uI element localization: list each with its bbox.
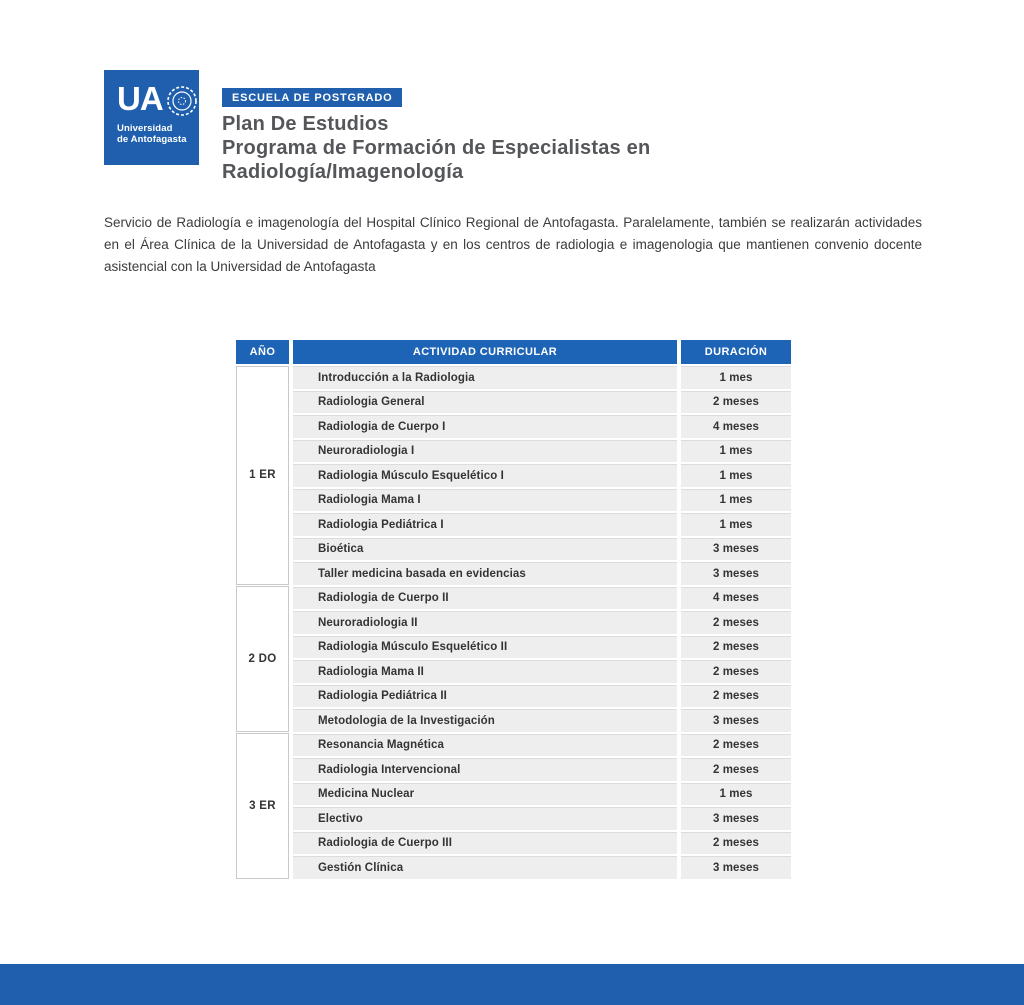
column-header-activity: ACTIVIDAD CURRICULAR xyxy=(293,340,677,364)
activity-cell: Radiologia General xyxy=(293,391,677,414)
activity-cell: Electivo xyxy=(293,807,677,830)
activity-cell: Neuroradiologia I xyxy=(293,440,677,463)
duration-cell: 1 mes xyxy=(681,464,791,487)
duration-cell: 3 meses xyxy=(681,562,791,585)
duration-cell: 3 meses xyxy=(681,538,791,561)
duration-cell: 3 meses xyxy=(681,709,791,732)
duration-cell: 2 meses xyxy=(681,685,791,708)
university-seal-icon xyxy=(165,84,199,123)
activity-cell: Radiologia Pediátrica I xyxy=(293,513,677,536)
activity-cell: Radiologia Intervencional xyxy=(293,758,677,781)
table-row xyxy=(293,366,791,391)
duration-cell: 1 mes xyxy=(681,513,791,536)
duration-cell: 2 meses xyxy=(681,636,791,659)
year-group-rows xyxy=(293,734,791,881)
year-cell: 3 ER xyxy=(236,733,289,879)
table-row xyxy=(293,685,791,710)
table-row xyxy=(293,611,791,636)
table-row xyxy=(293,734,791,759)
logo-name-line2: de Antofagasta xyxy=(117,134,187,145)
activity-cell: Radiologia de Cuerpo I xyxy=(293,415,677,438)
table-row xyxy=(293,709,791,734)
column-header-year: AÑO xyxy=(236,340,289,364)
table-row xyxy=(293,464,791,489)
activity-cell: Radiologia Músculo Esquelético I xyxy=(293,464,677,487)
table-row xyxy=(293,636,791,661)
table-row xyxy=(293,587,791,612)
table-row xyxy=(293,513,791,538)
year-cell: 1 ER xyxy=(236,366,289,585)
duration-cell: 1 mes xyxy=(681,783,791,806)
duration-cell: 2 meses xyxy=(681,611,791,634)
table-body xyxy=(236,366,791,881)
column-header-duration: DURACIÓN xyxy=(681,340,791,364)
duration-cell: 2 meses xyxy=(681,758,791,781)
activity-cell: Radiologia Músculo Esquelético II xyxy=(293,636,677,659)
activity-cell: Bioética xyxy=(293,538,677,561)
table-row xyxy=(293,415,791,440)
activity-cell: Radiologia Mama I xyxy=(293,489,677,512)
year-group xyxy=(236,734,791,881)
year-group-rows xyxy=(293,587,791,734)
year-group-rows xyxy=(293,366,791,587)
duration-cell: 2 meses xyxy=(681,832,791,855)
activity-cell: Radiologia de Cuerpo II xyxy=(293,587,677,610)
duration-cell: 2 meses xyxy=(681,391,791,414)
table-row xyxy=(293,758,791,783)
duration-cell: 3 meses xyxy=(681,807,791,830)
activity-cell: Medicina Nuclear xyxy=(293,783,677,806)
table-row xyxy=(293,783,791,808)
year-group xyxy=(236,366,791,587)
logo-acronym: UA xyxy=(117,80,163,117)
activity-cell: Resonancia Magnética xyxy=(293,734,677,757)
logo-name-line1: Universidad xyxy=(117,123,173,134)
table-row xyxy=(293,391,791,416)
activity-cell: Radiologia Pediátrica II xyxy=(293,685,677,708)
page-title-line3: Radiología/Imagenología xyxy=(222,161,464,183)
activity-cell: Radiologia Mama II xyxy=(293,660,677,683)
duration-cell: 3 meses xyxy=(681,856,791,879)
footer-accent-bar xyxy=(0,964,1024,1005)
duration-cell: 1 mes xyxy=(681,489,791,512)
year-group xyxy=(236,587,791,734)
table-row xyxy=(293,832,791,857)
table-row xyxy=(293,660,791,685)
duration-cell: 4 meses xyxy=(681,415,791,438)
activity-cell: Introducción a la Radiologia xyxy=(293,366,677,389)
table-row xyxy=(293,807,791,832)
university-logo xyxy=(104,70,199,165)
duration-cell: 2 meses xyxy=(681,734,791,757)
duration-cell: 2 meses xyxy=(681,660,791,683)
duration-cell: 1 mes xyxy=(681,440,791,463)
activity-cell: Taller medicina basada en evidencias xyxy=(293,562,677,585)
page-title xyxy=(222,112,650,184)
table-row xyxy=(293,856,791,881)
activity-cell: Gestión Clínica xyxy=(293,856,677,879)
table-row xyxy=(293,489,791,514)
curriculum-table xyxy=(236,340,791,881)
intro-paragraph: Servicio de Radiología e imagenología del Hospital Clínico Regional de Antofagasta. Paralelamente, también se realizarán actividades en el Área Clínica de la Universidad de Antofagasta y en los centros de radiologia e imagenologia que mantienen convenio docente asistencial con la Universidad de Antofagasta xyxy=(104,215,922,274)
duration-cell: 1 mes xyxy=(681,366,791,389)
activity-cell: Neuroradiologia II xyxy=(293,611,677,634)
activity-cell: Radiologia de Cuerpo III xyxy=(293,832,677,855)
table-header-row xyxy=(236,340,791,364)
page-title-line2: Programa de Formación de Especialistas en xyxy=(222,137,651,159)
page-title-line1: Plan De Estudios xyxy=(222,113,389,135)
year-cell: 2 DO xyxy=(236,586,289,732)
table-row xyxy=(293,562,791,587)
table-row xyxy=(293,440,791,465)
postgrad-school-badge: ESCUELA DE POSTGRADO xyxy=(222,88,402,107)
activity-cell: Metodologia de la Investigación xyxy=(293,709,677,732)
table-row xyxy=(293,538,791,563)
duration-cell: 4 meses xyxy=(681,587,791,610)
